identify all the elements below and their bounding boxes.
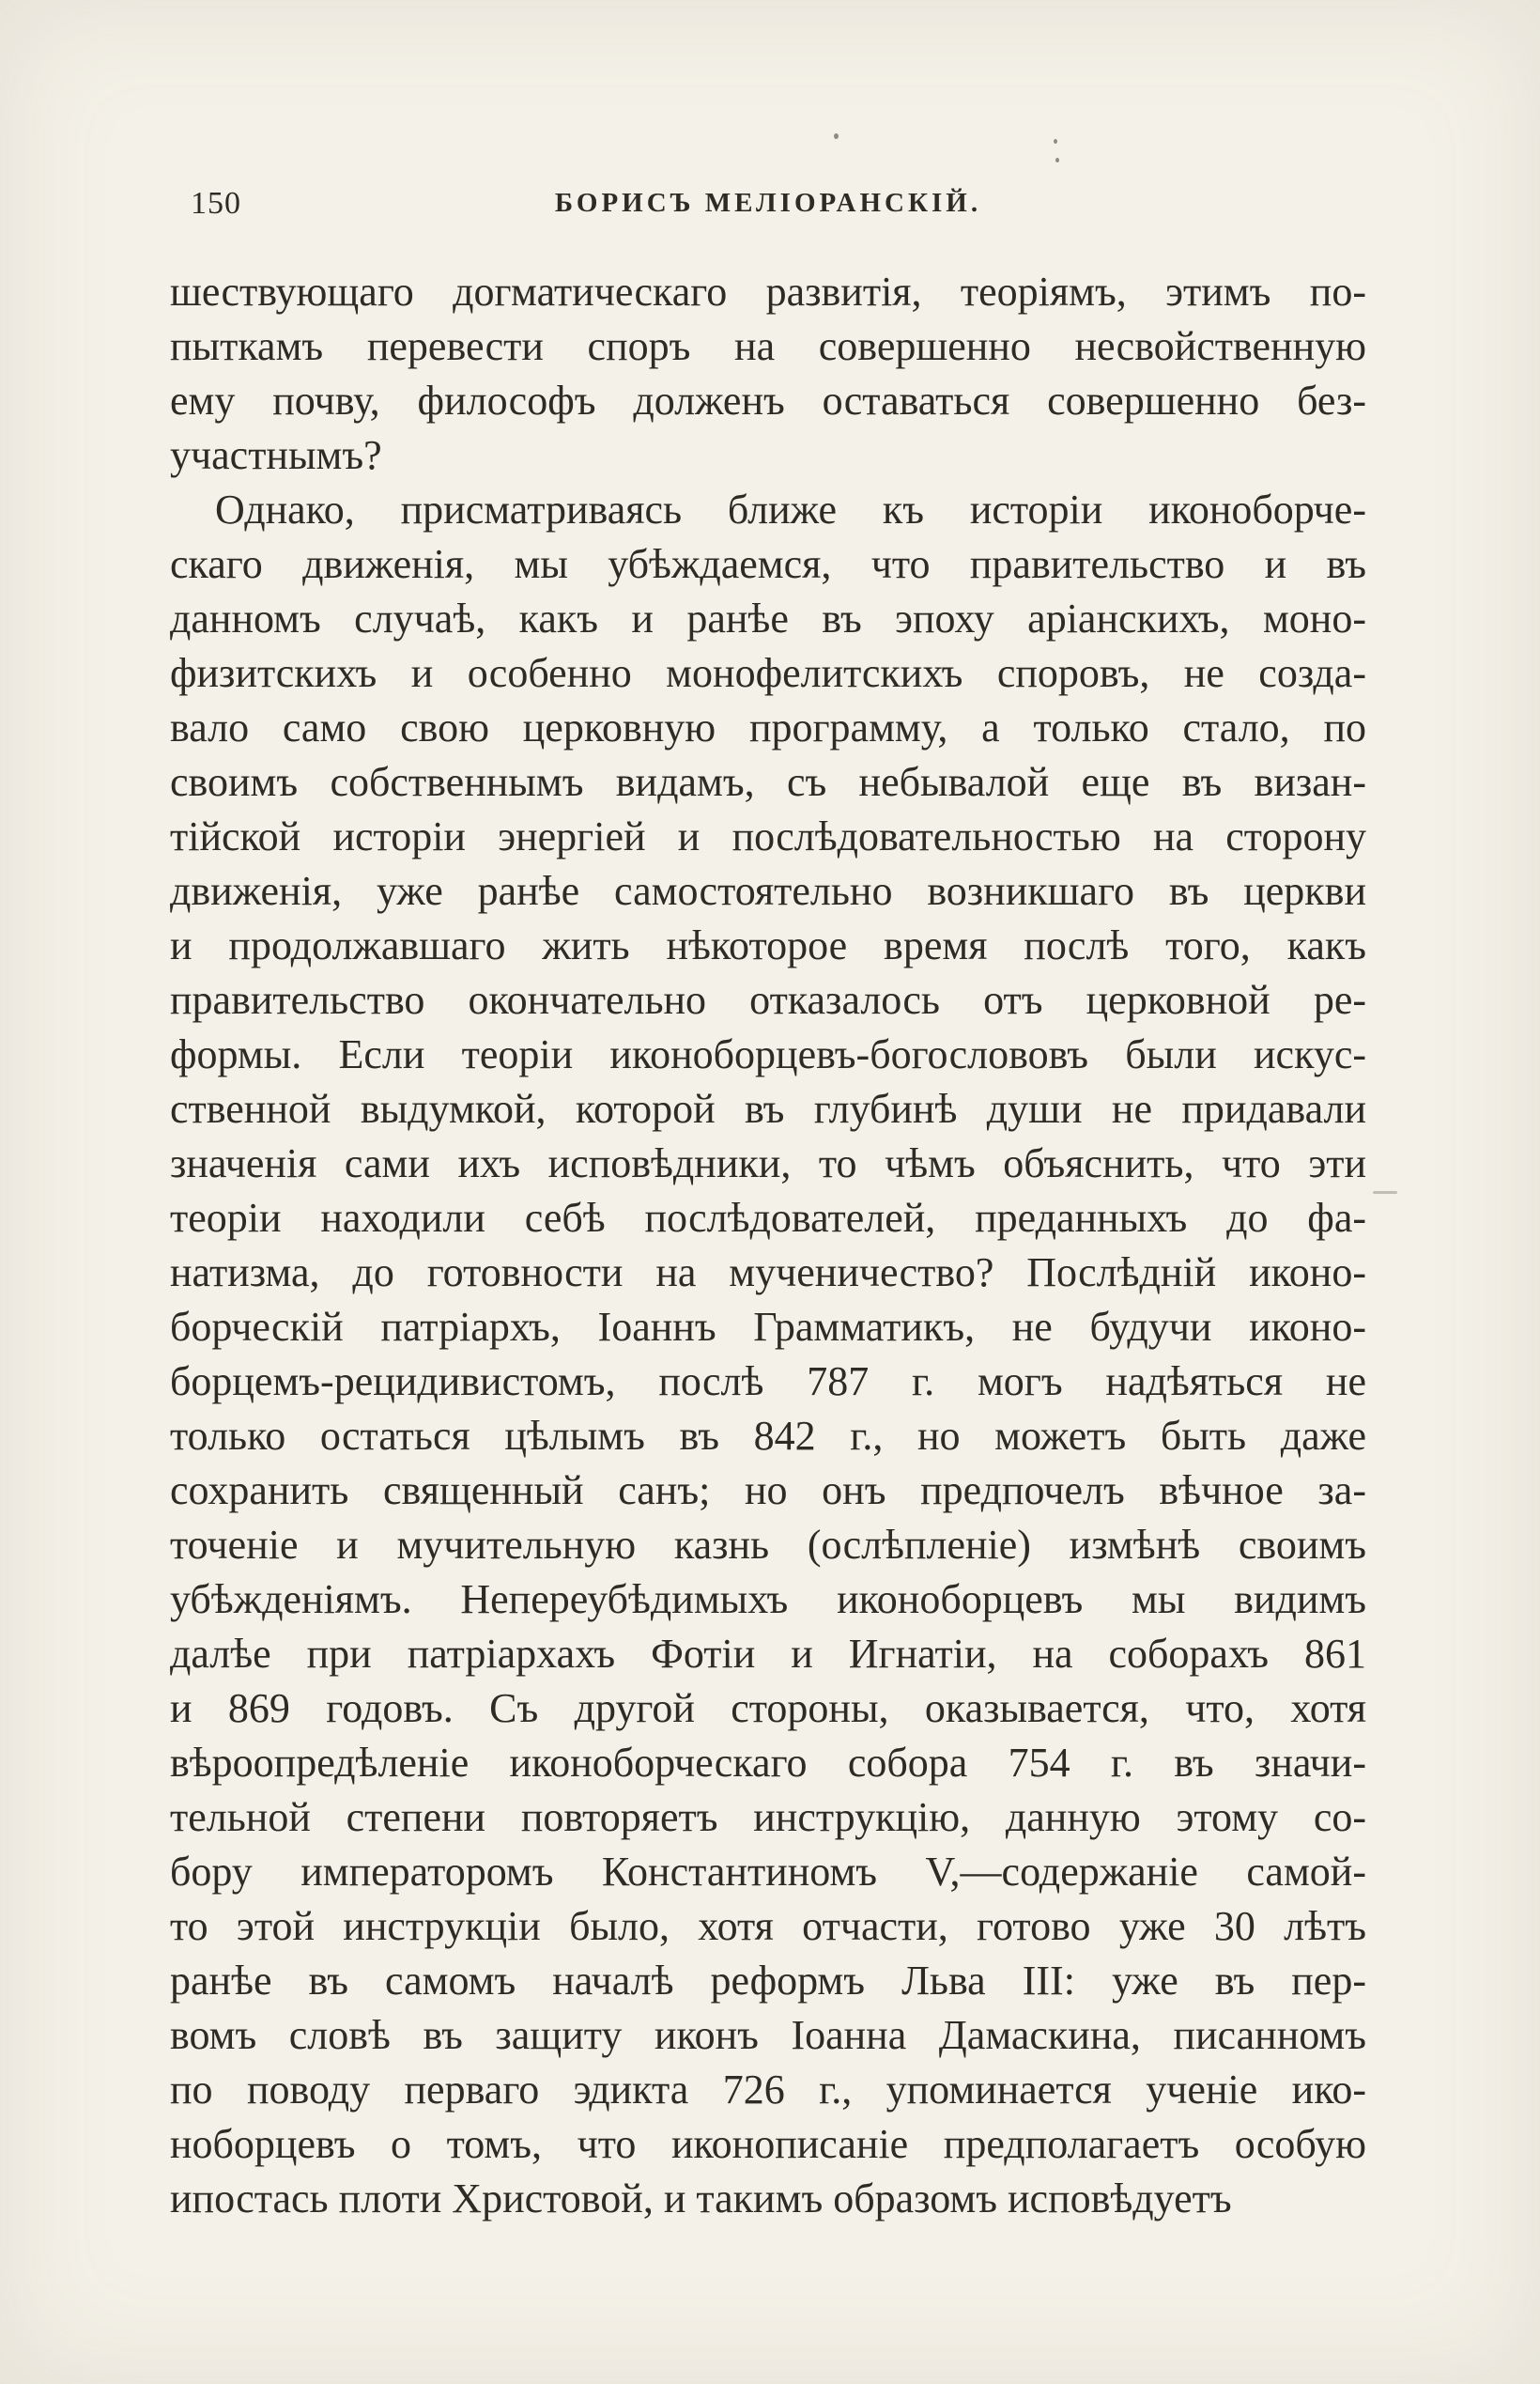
page-number: 150 <box>191 186 241 221</box>
paragraph <box>170 483 1366 2226</box>
text-line: физитскихъ и особенно монофелитскихъ споровъ, не созда- <box>170 650 1366 696</box>
text-line: скаго движенія, мы убѣждаемся, что правительство и въ <box>170 541 1366 587</box>
text-line: значенія сами ихъ исповѣдники, то чѣмъ объяснить, что эти <box>170 1140 1366 1186</box>
text-line: и 869 годовъ. Съ другой стороны, оказывается, что, хотя <box>170 1685 1366 1731</box>
text-line: ноборцевъ о томъ, что иконописаніе предполагаетъ особую <box>170 2121 1366 2167</box>
text-line: борческій патріархъ, Іоаннъ Грамматикъ, не будучи иконо- <box>170 1304 1366 1350</box>
text-line: по поводу перваго эдикта 726 г., упоминается ученіе ико- <box>170 2067 1366 2113</box>
text-line: убѣжденіямъ. Непереубѣдимыхъ иконоборцевъ мы видимъ <box>170 1576 1366 1622</box>
ink-speck <box>834 133 839 139</box>
text-line: борцемъ-рецидивистомъ, послѣ 787 г. могъ надѣяться не <box>170 1358 1366 1404</box>
text-line: данномъ случаѣ, какъ и ранѣе въ эпоху аріанскихъ, моно- <box>170 596 1366 642</box>
ink-speck <box>1373 1191 1397 1194</box>
text-line: то этой инструкціи было, хотя отчасти, готово уже 30 лѣтъ <box>170 1903 1366 1949</box>
text-line: вѣроопредѣленіе иконоборческаго собора 754 г. въ значи- <box>170 1740 1366 1786</box>
text-line: сохранить священный санъ; но онъ предпочелъ вѣчное за- <box>170 1467 1366 1513</box>
text-line: вало само свою церковную программу, а только стало, по <box>170 704 1366 751</box>
paragraph <box>170 265 1366 483</box>
text-line: точеніе и мучительную казнь (ослѣпленіе) измѣнѣ своимъ <box>170 1522 1366 1568</box>
text-line: своимъ собственнымъ видамъ, съ небывалой еще въ визан- <box>170 759 1366 805</box>
text-line: Однако, присматриваясь ближе къ исторіи иконоборче- <box>215 487 1366 533</box>
text-line: вомъ словѣ въ защиту иконъ Іоанна Дамаскина, писанномъ <box>170 2012 1366 2058</box>
text-line: только остаться цѣлымъ въ 842 г., но можетъ быть даже <box>170 1413 1366 1459</box>
running-header: БОРИСЪ МЕЛІОРАНСКІЙ. <box>554 188 982 218</box>
text-line: тельной степени повторяетъ инструкцію, данную этому со- <box>170 1794 1366 1840</box>
text-line: шествующаго догматическаго развитія, теоріямъ, этимъ по- <box>170 269 1366 315</box>
text-line: ственной выдумкой, которой въ глубинѣ души не придавали <box>170 1086 1366 1132</box>
text-line: теоріи находили себѣ послѣдователей, преданныхъ до фа- <box>170 1195 1366 1241</box>
text-block <box>170 265 1366 2226</box>
text-line: формы. Если теоріи иконоборцевъ-богослововъ были искус- <box>170 1031 1366 1077</box>
text-line: ранѣе въ самомъ началѣ реформъ Льва III: уже въ пер- <box>170 1958 1366 2004</box>
text-line: участнымъ? <box>170 432 382 478</box>
text-line: натизма, до готовности на мученичество? Послѣдній иконо- <box>170 1249 1366 1295</box>
text-line: далѣе при патріархахъ Фотіи и Игнатіи, на соборахъ 861 <box>170 1631 1366 1677</box>
text-line: ипостась плоти Христовой, и такимъ образомъ исповѣдуетъ <box>170 2175 1232 2221</box>
ink-speck <box>1054 139 1057 144</box>
text-line: ему почву, философъ долженъ оставаться совершенно без- <box>170 378 1366 424</box>
text-line: правительство окончательно отказалось отъ церковной ре- <box>170 977 1366 1023</box>
text-line: бору императоромъ Константиномъ V,—содержаніе самой- <box>170 1849 1366 1895</box>
text-line: тійской исторіи энергіей и послѣдовательностью на сторону <box>170 813 1366 859</box>
text-line: и продолжавшаго жить нѣкоторое время послѣ того, какъ <box>170 922 1366 968</box>
text-line: движенія, уже ранѣе самостоятельно возникшаго въ церкви <box>170 868 1366 914</box>
ink-speck <box>1055 158 1059 163</box>
text-line: пыткамъ перевести споръ на совершенно несвойственную <box>170 323 1366 369</box>
